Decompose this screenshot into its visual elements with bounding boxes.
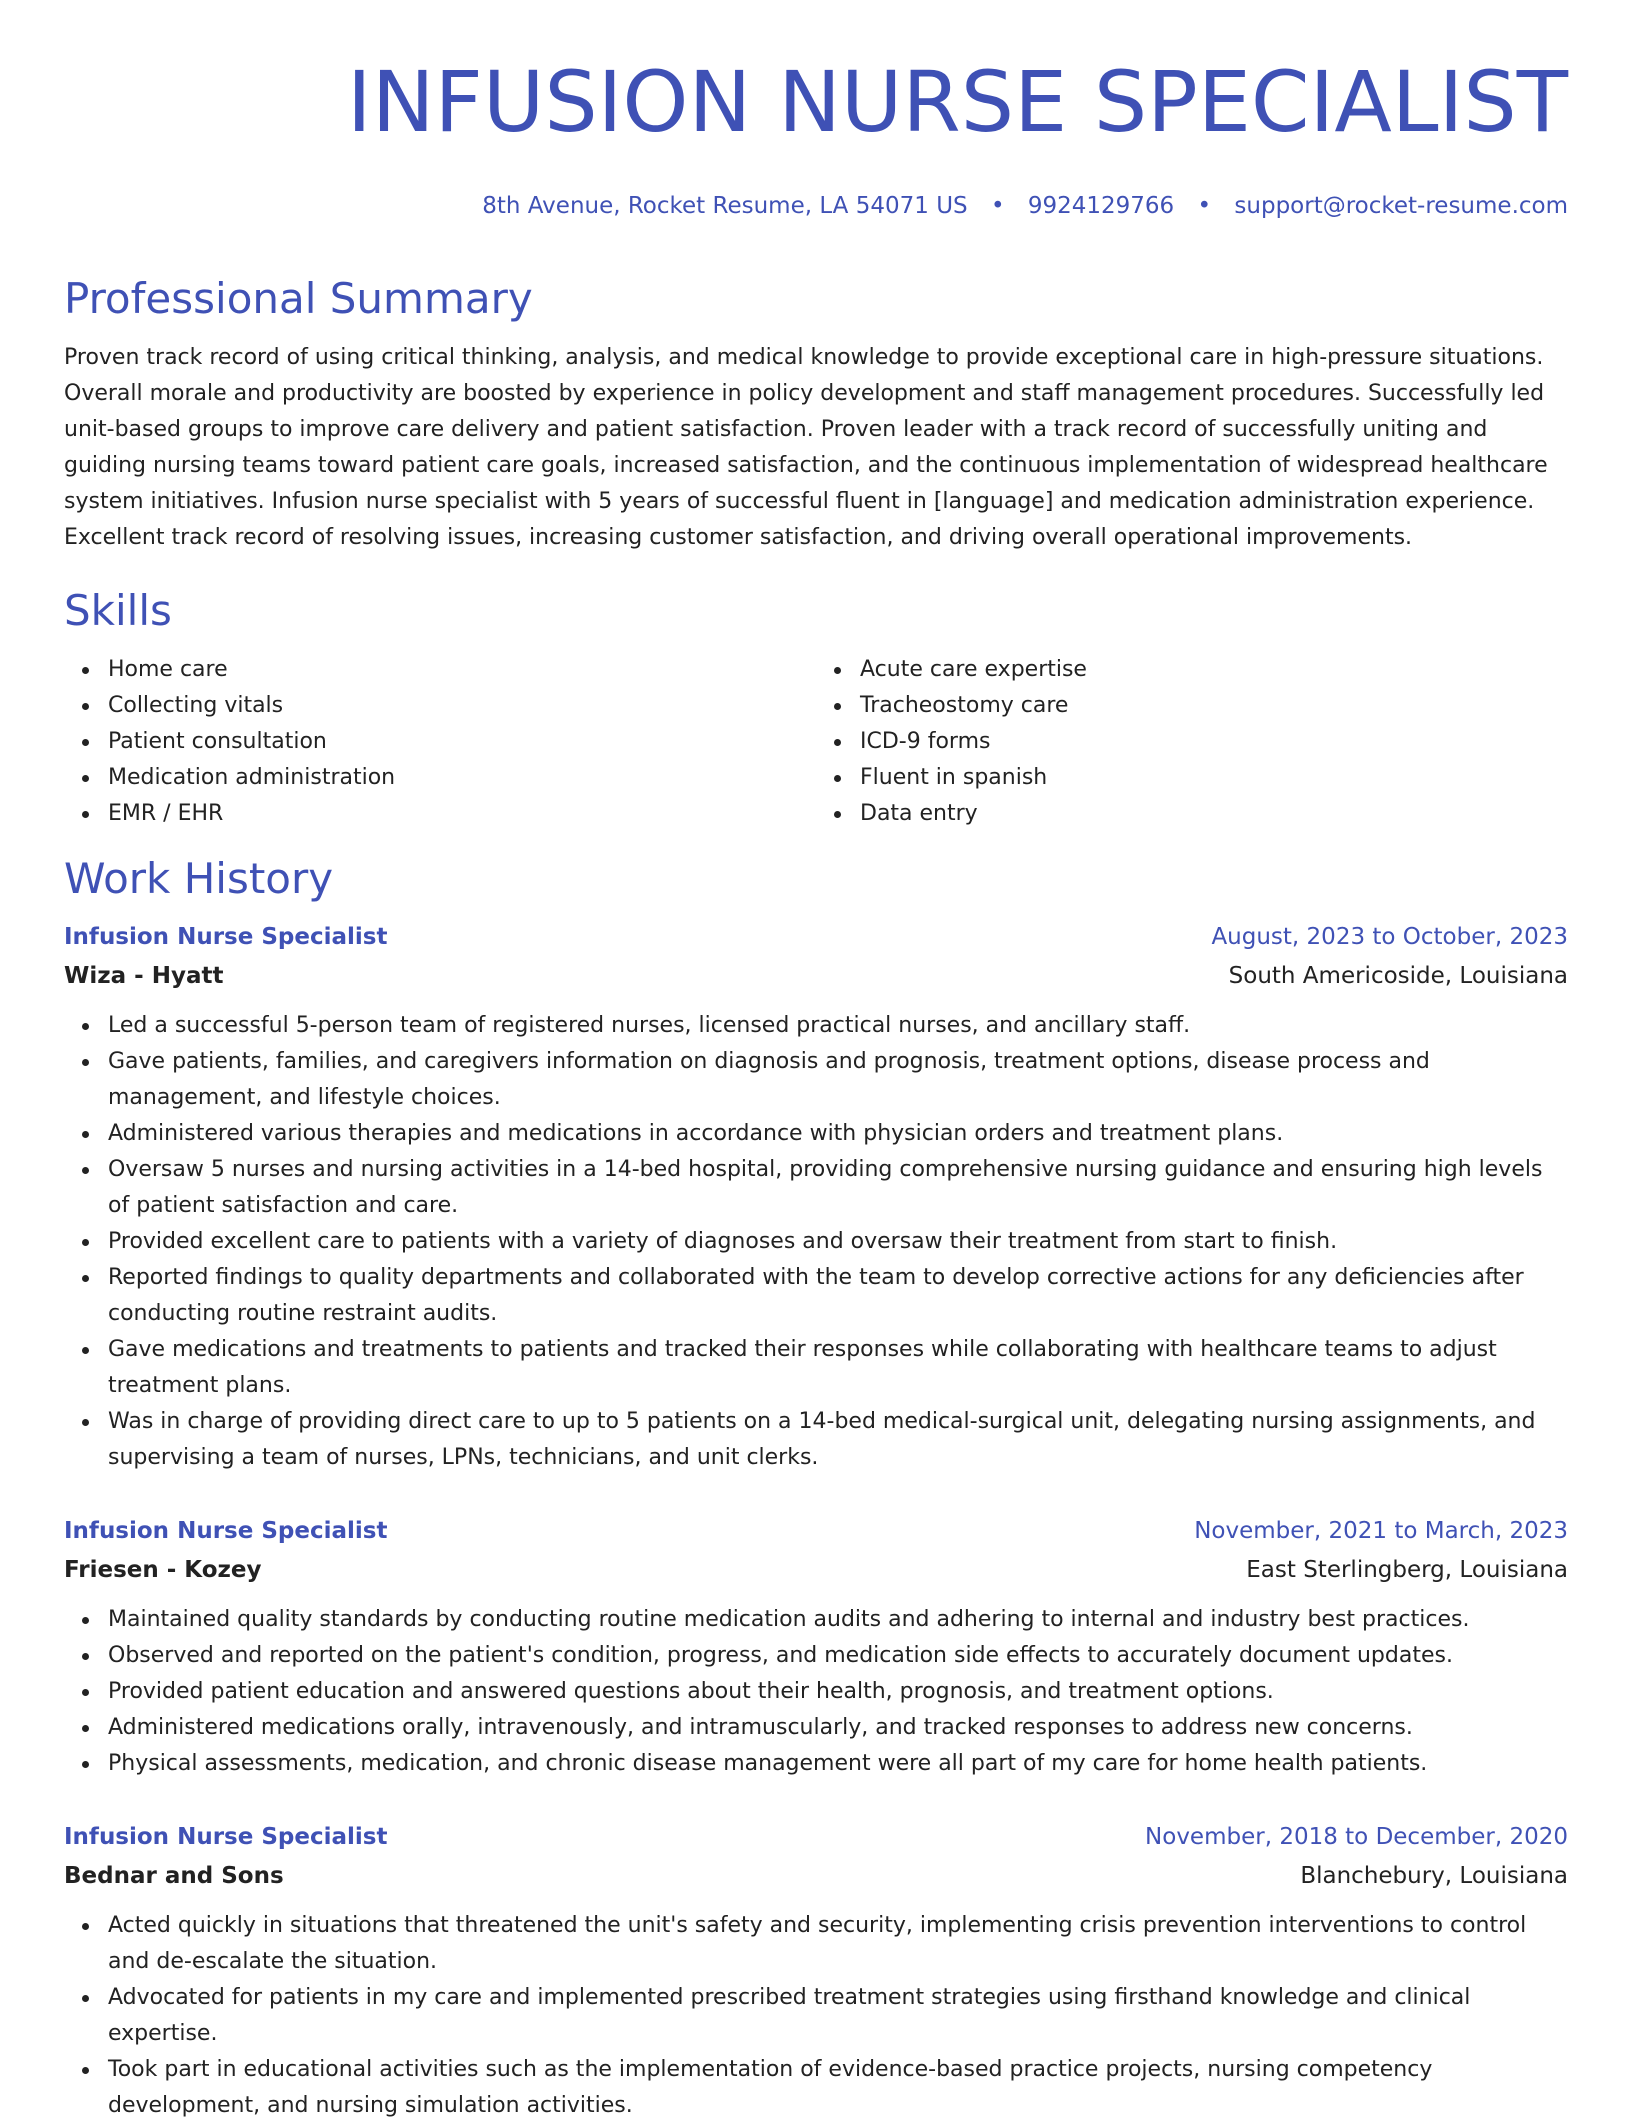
job-bullets	[64, 1602, 1568, 1782]
skill-item: Tracheostomy care	[860, 688, 1568, 724]
job-bullet: Maintained quality standards by conducting routine medication audits and adhering to internal and industry best practices.	[108, 1602, 1568, 1638]
job-bullet: Provided excellent care to patients with a variety of diagnoses and oversaw their treatment from start to finish.	[108, 1224, 1568, 1260]
job-company: Wiza - Hyatt	[64, 963, 224, 989]
job-company: Bednar and Sons	[64, 1863, 284, 1889]
contact-address: 8th Avenue, Rocket Resume, LA 54071 US	[482, 193, 968, 219]
job-bullet: Physical assessments, medication, and chronic disease management were all part of my care for home health patients.	[108, 1746, 1568, 1782]
job-bullets	[64, 1008, 1568, 1476]
contact-email: support@rocket-resume.com	[1234, 193, 1568, 219]
contact-separator: •	[990, 193, 1005, 219]
job-entry	[64, 1818, 1568, 2124]
resume-title: INFUSION NURSE SPECIALIST	[346, 53, 1568, 151]
job-location: Blanchebury, Louisiana	[1300, 1863, 1568, 1889]
job-bullet: Advocated for patients in my care and implemented prescribed treatment strategies using firsthand knowledge and clinical expertise.	[108, 1980, 1568, 2052]
skills-column-left	[64, 652, 816, 832]
job-bullet: Gave medications and treatments to patients and tracked their responses while collaborating with healthcare teams to adjust treatment plans.	[108, 1332, 1568, 1404]
job-location: East Sterlingberg, Louisiana	[1246, 1557, 1568, 1583]
contact-phone: 9924129766	[1027, 193, 1175, 219]
skill-item: Data entry	[860, 796, 1568, 832]
skill-item: Fluent in spanish	[860, 760, 1568, 796]
skills-heading: Skills	[64, 586, 172, 635]
job-bullet: Was in charge of providing direct care to up to 5 patients on a 14-bed medical-surgical unit, delegating nursing assignments, and supervising a team of nurses, LPNs, technicians, and unit clerks.	[108, 1404, 1568, 1476]
job-title: Infusion Nurse Specialist	[64, 1824, 388, 1850]
job-bullets	[64, 1908, 1568, 2124]
skill-item: ICD-9 forms	[860, 724, 1568, 760]
job-bullet: Reported findings to quality departments and collaborated with the team to develop corrective actions for any deficiencies after conducting routine restraint audits.	[108, 1260, 1568, 1332]
work-history-heading: Work History	[64, 854, 334, 903]
skill-item: EMR / EHR	[108, 796, 816, 832]
job-bullet: Acted quickly in situations that threatened the unit's safety and security, implementing crisis prevention interventions to control and de-escalate the situation.	[108, 1908, 1568, 1980]
skills-column-right	[816, 652, 1568, 832]
job-bullet: Administered various therapies and medications in accordance with physician orders and treatment plans.	[108, 1116, 1568, 1152]
summary-text: Proven track record of using critical thinking, analysis, and medical knowledge to provide exceptional care in high-pressure situations. Overall morale and productivity are boosted by experience in policy development and staff management procedures. Successfully led unit-based groups to improve care delivery and patient satisfaction. Proven leader with a track record of successfully uniting and guiding nursing teams toward patient care goals, increased satisfaction, and the continuous implementation of widespread healthcare system initiatives. Infusion nurse specialist with 5 years of successful fluent in [language] and medication administration experience. Excellent track record of resolving issues, increasing customer satisfaction, and driving overall operational improvements.	[64, 345, 1548, 550]
job-title: Infusion Nurse Specialist	[64, 1518, 388, 1544]
contact-separator: •	[1197, 193, 1212, 219]
job-entry	[64, 1512, 1568, 1782]
skill-item: Home care	[108, 652, 816, 688]
job-dates: August, 2023 to October, 2023	[1211, 924, 1568, 950]
job-company: Friesen - Kozey	[64, 1557, 262, 1583]
skill-item: Patient consultation	[108, 724, 816, 760]
contact-line	[64, 190, 1568, 222]
job-bullet: Observed and reported on the patient's condition, progress, and medication side effects to accurately document updates.	[108, 1638, 1568, 1674]
job-bullet: Took part in educational activities such as the implementation of evidence-based practice projects, nursing competency development, and nursing simulation activities.	[108, 2052, 1568, 2124]
job-location: South Americoside, Louisiana	[1228, 963, 1568, 989]
job-bullet: Gave patients, families, and caregivers information on diagnosis and prognosis, treatment options, disease process and management, and lifestyle choices.	[108, 1044, 1568, 1116]
skill-item: Collecting vitals	[108, 688, 816, 724]
job-bullet: Oversaw 5 nurses and nursing activities in a 14-bed hospital, providing comprehensive nursing guidance and ensuring high levels of patient satisfaction and care.	[108, 1152, 1568, 1224]
job-title: Infusion Nurse Specialist	[64, 924, 388, 950]
summary-heading: Professional Summary	[64, 274, 533, 323]
skill-item: Medication administration	[108, 760, 816, 796]
job-bullet: Led a successful 5-person team of registered nurses, licensed practical nurses, and ancillary staff.	[108, 1008, 1568, 1044]
job-entry	[64, 918, 1568, 1476]
job-dates: November, 2018 to December, 2020	[1145, 1824, 1568, 1850]
job-bullet: Provided patient education and answered questions about their health, prognosis, and treatment options.	[108, 1674, 1568, 1710]
job-dates: November, 2021 to March, 2023	[1194, 1518, 1568, 1544]
job-bullet: Administered medications orally, intravenously, and intramuscularly, and tracked responses to address new concerns.	[108, 1710, 1568, 1746]
skill-item: Acute care expertise	[860, 652, 1568, 688]
skills-list	[64, 652, 1568, 832]
